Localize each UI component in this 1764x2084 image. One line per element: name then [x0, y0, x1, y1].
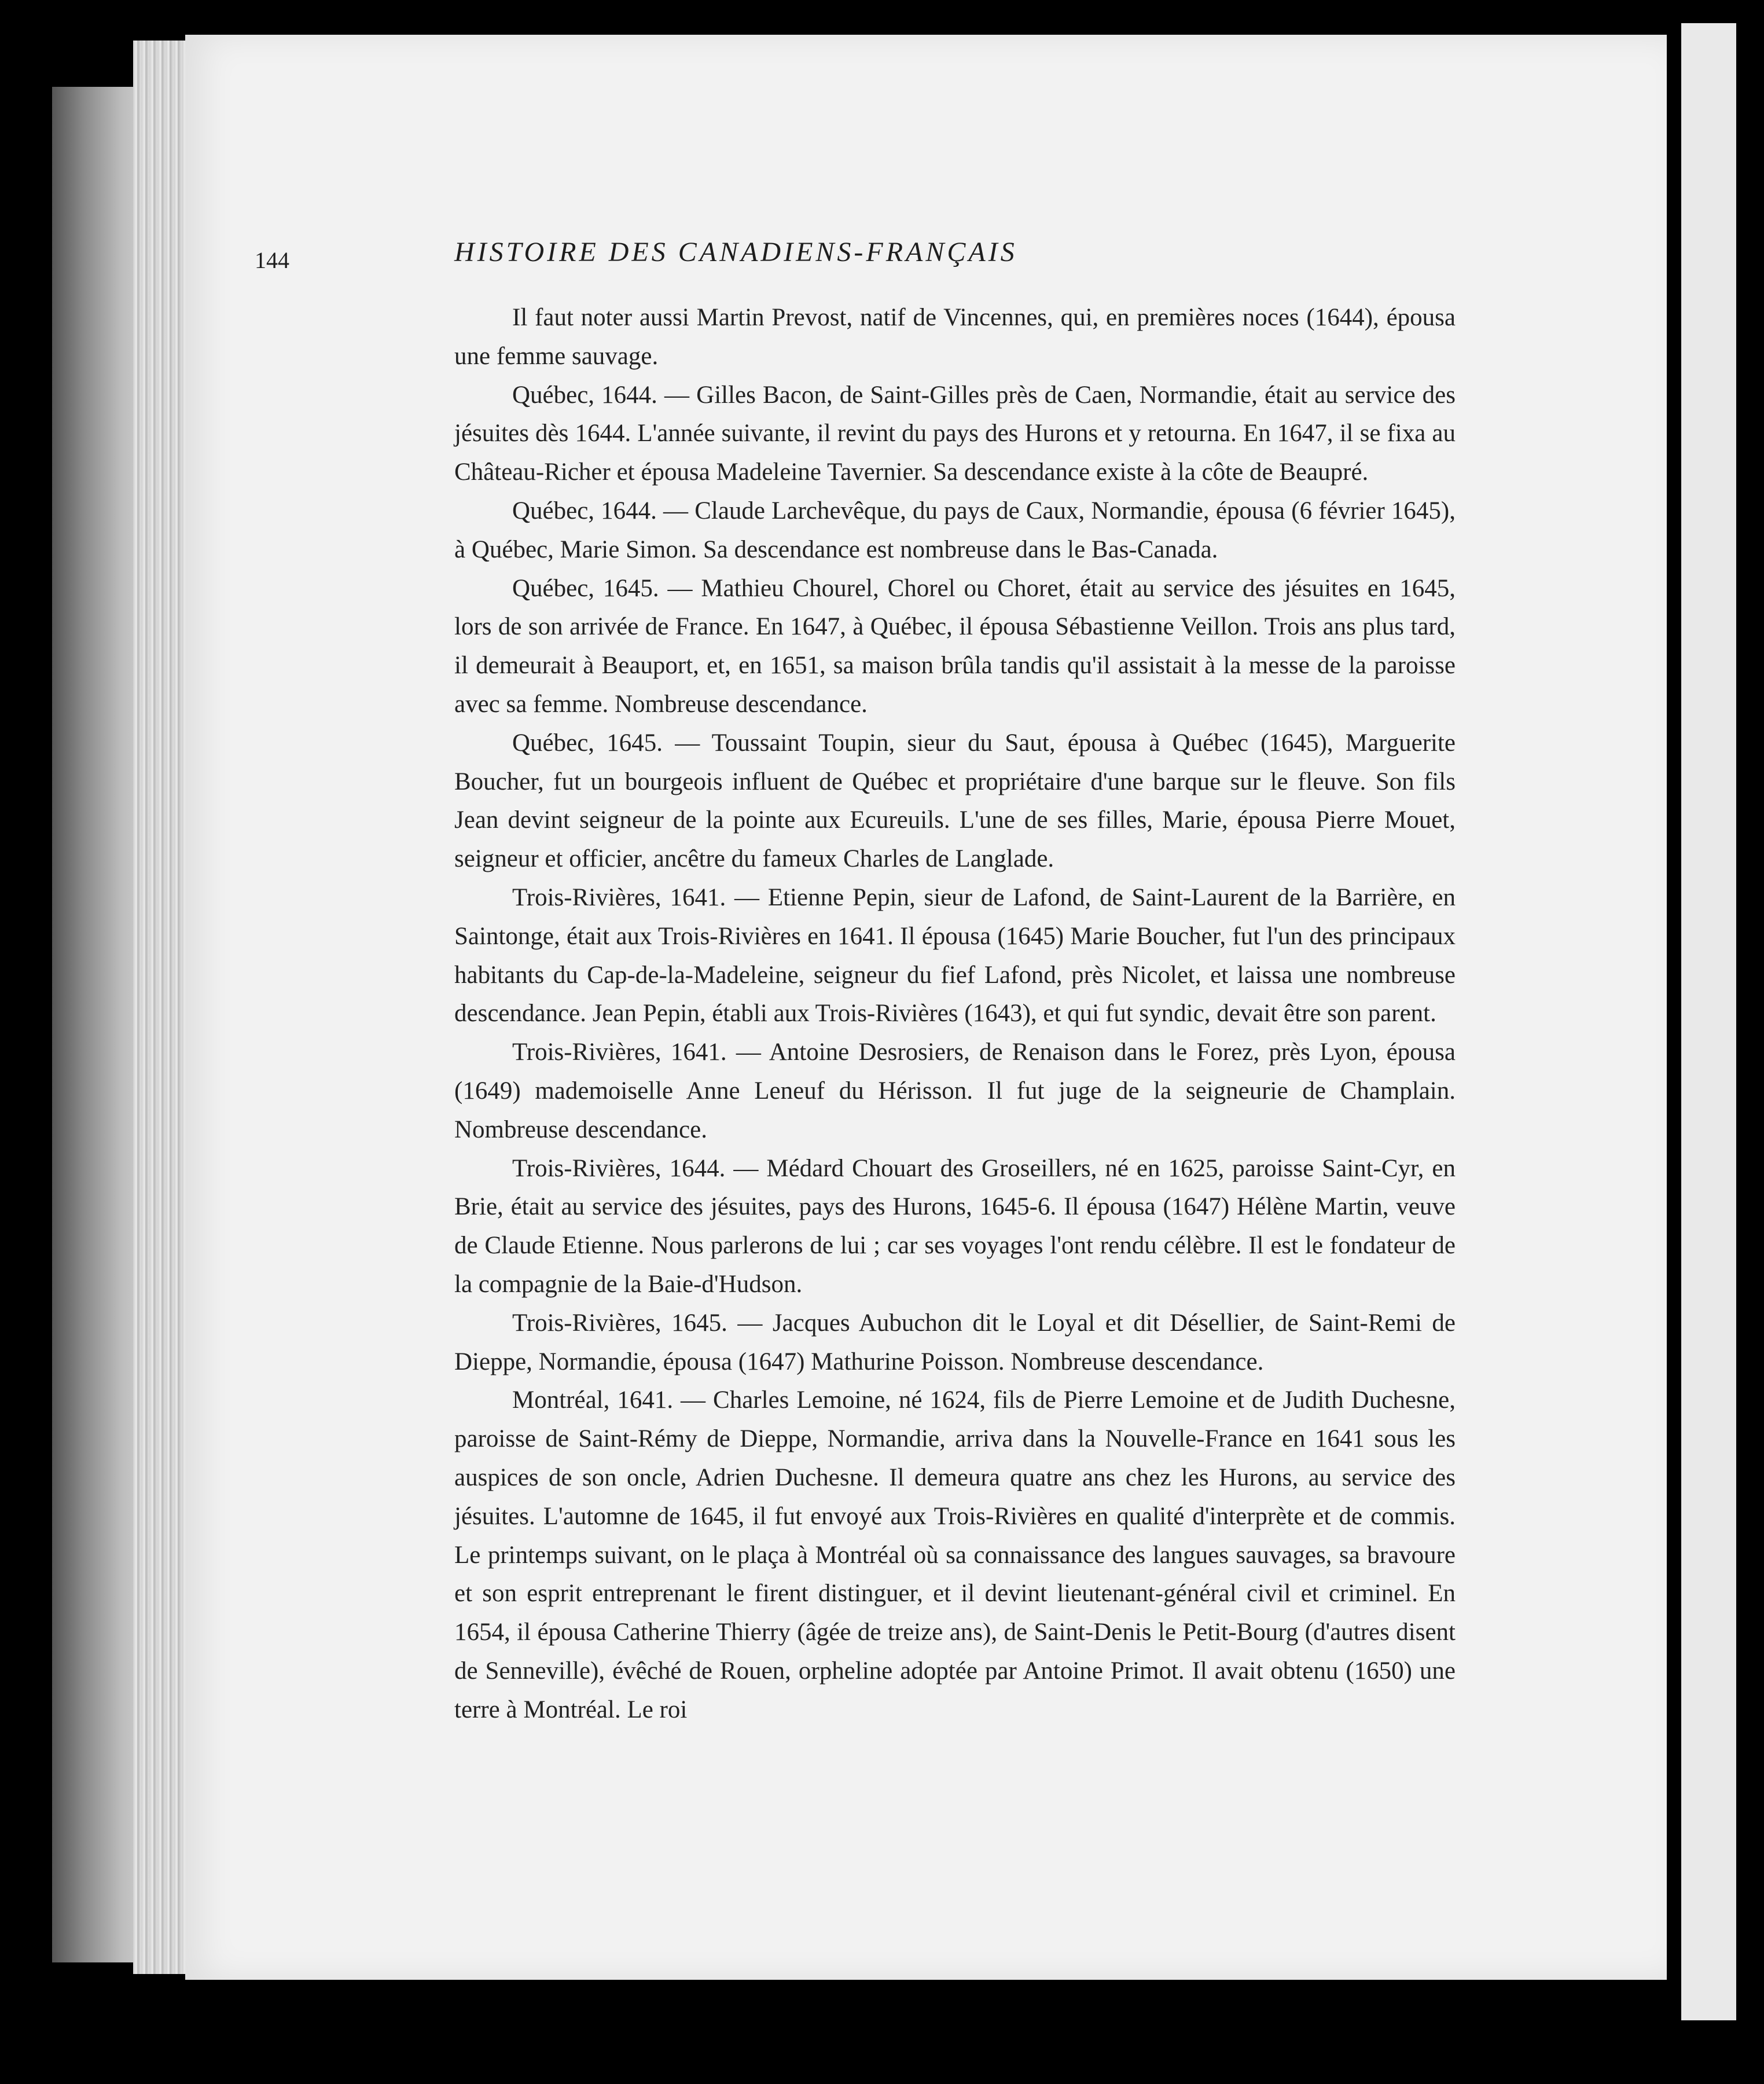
page-number: 144	[255, 247, 289, 273]
body-text	[454, 299, 1456, 1729]
paragraph: Québec, 1645. — Toussaint Toupin, sieur du Saut, épousa à Québec (1645), Marguerite Boucher, fut un bourgeois influent de Québec et propriétaire d'une barque sur le fleuve. Son fils Jean devint seigneur de la pointe aux Ecureuils. L'une de ses filles, Marie, épousa Pierre Mouet, seigneur et officier, ancêtre du fameux Charles de Langlade.	[454, 729, 1456, 873]
paragraph: Québec, 1644. — Gilles Bacon, de Saint-Gilles près de Caen, Normandie, était au service des jésuites dès 1644. L'année suivante, il revint du pays des Hurons et y retourna. En 1647, il se fixa au Château-Richer et épousa Madeleine Tavernier. Sa descendance existe à la côte de Beaupré.	[454, 381, 1456, 486]
paragraph: Trois-Rivières, 1641. — Antoine Desrosiers, de Renaison dans le Forez, près Lyon, épousa (1649) mademoiselle Anne Leneuf du Hérisson. Il fut juge de la seigneurie de Champlain. Nombreuse descendance.	[454, 1039, 1456, 1143]
paragraph: Il faut noter aussi Martin Prevost, natif de Vincennes, qui, en premières noces (1644), épousa une femme sauvage.	[454, 304, 1456, 370]
paragraph: Québec, 1644. — Claude Larchevêque, du pays de Caux, Normandie, épousa (6 février 1645), à Québec, Marie Simon. Sa descendance est nombreuse dans le Bas-Canada.	[454, 497, 1456, 563]
paragraph: Montréal, 1641. — Charles Lemoine, né 1624, fils de Pierre Lemoine et de Judith Duchesne, paroisse de Saint-Rémy de Dieppe, Normandie, arriva dans la Nouvelle-France en 1641 sous les auspices de son oncle, Adrien Duchesne. Il demeura quatre ans chez les Hurons, au service des jésuites. L'automne de 1645, il fut envoyé aux Trois-Rivières en qualité d'interprète et de commis. Le printemps suivant, on le plaça à Montréal où sa connaissance des langues sauvages, sa bravoure et son esprit entreprenant le firent distinguer, et il devint lieutenant-général civil et criminel. En 1654, il épousa Catherine Thierry (âgée de treize ans), de Saint-Denis le Petit-Bourg (d'autres disent de Senneville), évêché de Rouen, orpheline adoptée par Antoine Primot. Il avait obtenu (1650) une terre à Montréal. Le roi	[454, 1386, 1456, 1723]
header-title: HISTOIRE DES CANADIENS-FRANÇAIS	[454, 237, 1017, 267]
running-head	[255, 236, 1458, 277]
paragraph: Québec, 1645. — Mathieu Chourel, Chorel ou Choret, était au service des jésuites en 1645, lors de son arrivée de France. En 1647, à Québec, il épousa Sébastienne Veillon. Trois ans plus tard, il demeurait à Beauport, et, en 1651, sa maison brûla tandis qu'il assistait à la messe de la paroisse avec sa femme. Nombreuse descendance.	[454, 574, 1456, 718]
page-content	[255, 236, 1458, 1729]
paragraph: Trois-Rivières, 1644. — Médard Chouart des Groseillers, né en 1625, paroisse Saint-Cyr, en Brie, était au service des jésuites, pays des Hurons, 1645-6. Il épousa (1647) Hélène Martin, veuve de Claude Etienne. Nous parlerons de lui ; car ses voyages l'ont rendu célèbre. Il est le fondateur de la compagnie de la Baie-d'Hudson.	[454, 1154, 1456, 1298]
paragraph: Trois-Rivières, 1645. — Jacques Aubuchon dit le Loyal et dit Désellier, de Saint-Remi de Dieppe, Normandie, épousa (1647) Mathurine Poisson. Nombreuse descendance.	[454, 1309, 1456, 1375]
facing-page-edge	[1681, 23, 1736, 2020]
paragraph: Trois-Rivières, 1641. — Etienne Pepin, sieur de Lafond, de Saint-Laurent de la Barrière, en Saintonge, était aux Trois-Rivières en 1641. Il épousa (1645) Marie Boucher, fut l'un des principaux habitants du Cap-de-la-Madeleine, seigneur du fief Lafond, près Nicolet, et laissa une nombreuse descendance. Jean Pepin, établi aux Trois-Rivières (1643), et qui fut syndic, devait être son parent.	[454, 883, 1456, 1028]
